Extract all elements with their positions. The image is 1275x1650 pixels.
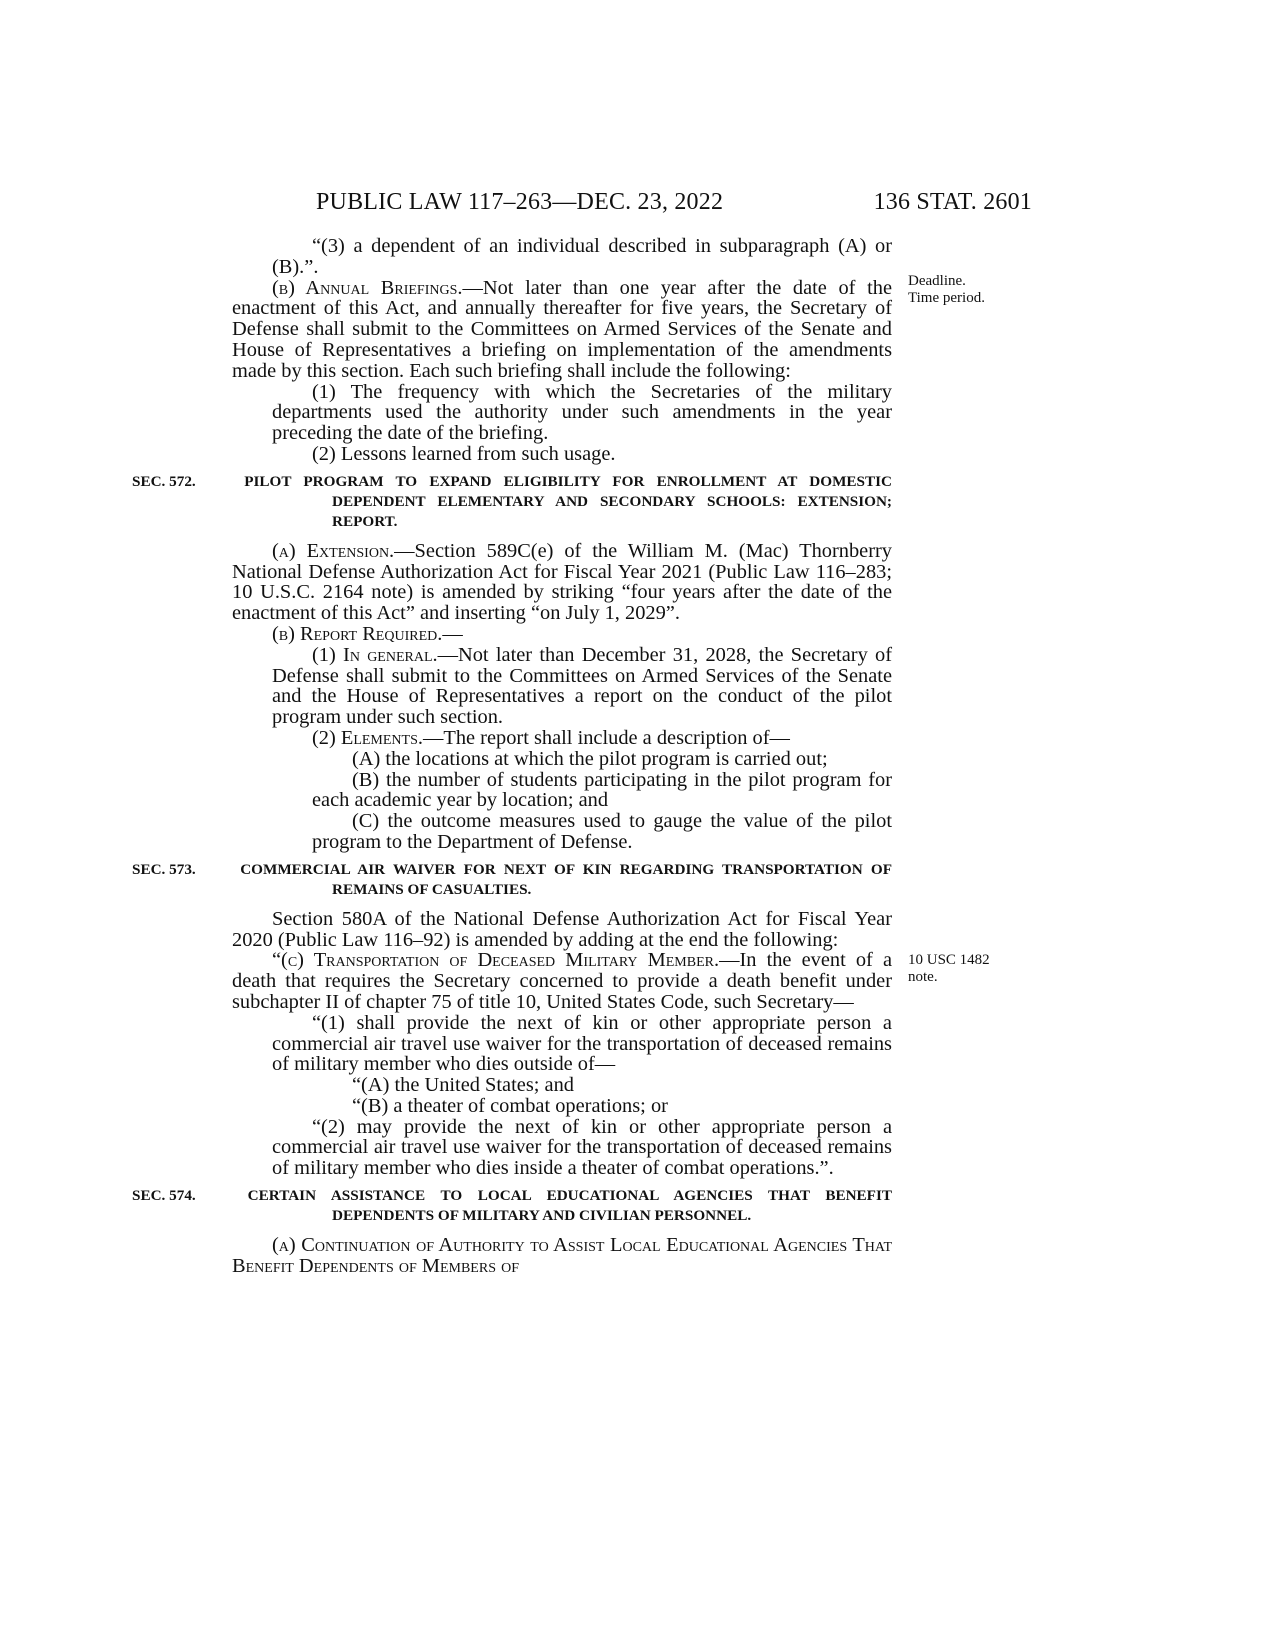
paragraph-572-b1: (1) In general.—Not later than December 31, 2028, the Secretary of Defense shall submit to the Committees on Armed Services of the Senate and the House of Representatives a report on the conduct of the pilot program under such section. xyxy=(272,643,893,729)
paragraph-573-c: “(c) Transportation of Deceased Military Member.—In the event of a death that requires the Secretary concerned to provide a death benefit under subchapter II of chapter 75 of title 10, United States Code, such Secretary— xyxy=(232,949,892,1013)
heading-in-general: (1) In general. xyxy=(312,643,438,666)
paragraph-573-1B: “(B) a theater of combat operations; or xyxy=(352,1094,668,1117)
heading-transportation-deceased: “(c) Transportation of Deceased Military Member. xyxy=(272,949,720,972)
heading-continuation-of-authority: (a) Continuation of Authority to Assist Local Educational Agencies That Benefit Dependents of Members of xyxy=(232,1234,892,1277)
paragraph-572-b2A: (A) the locations at which the pilot program is carried out; xyxy=(352,747,828,770)
paragraph-573-1: “(1) shall provide the next of kin or other appropriate person a commercial air travel use waiver for the transportation of deceased remains of military member who dies outside of— xyxy=(272,1011,892,1076)
paragraph-572-b2: (2) Elements.—The report shall include a description of— xyxy=(312,726,790,749)
paragraph-572-b: (b) Report Required.— xyxy=(272,622,463,645)
paragraph-b2: (2) Lessons learned from such usage. xyxy=(312,442,616,465)
heading-report-required: (b) Report Required. xyxy=(272,622,443,645)
paragraph-572-b2B: (B) the number of students participating in the pilot program for each academic year by location; and xyxy=(312,768,892,812)
margin-note-usc: 10 USC 1482 note. xyxy=(908,952,990,985)
document-body xyxy=(132,235,893,1277)
margin-note-deadline: Deadline. Time period. xyxy=(908,273,985,306)
paragraph-572-a: (a) Extension.—Section 589C(e) of the William M. (Mac) Thornberry National Defense Authorization Act for Fiscal Year 2021 (Public Law 116–283; 10 U.S.C. 2164 note) is amended by striking “four years after the date of the enactment of this Act” and inserting “on July 1, 2029”. xyxy=(232,539,892,625)
paragraph-572-b2C: (C) the outcome measures used to gauge the value of the pilot program to the Department of Defense. xyxy=(312,810,892,853)
section-573-heading: SEC. 573. COMMERCIAL AIR WAIVER FOR NEXT OF KIN REGARDING TRANSPORTATION OF REMAINS OF CASUALTIES. xyxy=(132,860,892,898)
section-574-heading: SEC. 574. CERTAIN ASSISTANCE TO LOCAL EDUCATIONAL AGENCIES THAT BENEFIT DEPENDENTS OF MILITARY AND CIVILIAN PERSONNEL. xyxy=(132,1187,893,1225)
paragraph-b1: (1) The frequency with which the Secretaries of the military departments used the authority under such amendments in the year preceding the date of the briefing. xyxy=(272,380,892,445)
page-title: PUBLIC LAW 117–263—DEC. 23, 2022 xyxy=(316,189,724,215)
paragraph-573-1A: “(A) the United States; and xyxy=(352,1074,574,1097)
paragraph-573-intro: Section 580A of the National Defense Authorization Act for Fiscal Year 2020 (Public Law 116–92) is amended by adding at the end the following: xyxy=(232,907,892,951)
stat-page-number: 136 STAT. 2601 xyxy=(873,189,1032,215)
heading-elements: (2) Elements. xyxy=(312,726,423,749)
paragraph-3-dependent: “(3) a dependent of an individual described in subparagraph (A) or (B).”. xyxy=(272,235,892,278)
paragraph-573-2: “(2) may provide the next of kin or other appropriate person a commercial air travel use waiver for the transportation of deceased remains of military member who dies inside a theater of combat operations.”. xyxy=(272,1115,892,1180)
paragraph-574-a xyxy=(232,1235,892,1277)
heading-annual-briefings: (b) Annual Briefings. xyxy=(272,276,463,299)
running-header xyxy=(232,182,1032,222)
paragraph-b-annual-briefings: (b) Annual Briefings.—Not later than one year after the date of the enactment of this Act, and annually thereafter for five years, the Secretary of Defense shall submit to the Committees on Armed Services of the Senate and House of Representatives a briefing on implementation of the amendments made by this section. Each such briefing shall include the following: xyxy=(232,276,892,382)
section-572-heading: SEC. 572. PILOT PROGRAM TO EXPAND ELIGIBILITY FOR ENROLLMENT AT DOMESTIC DEPENDENT ELEMENTARY AND SECONDARY SCHOOLS: EXTENSION; REPORT. xyxy=(132,472,892,530)
heading-extension: (a) Extension. xyxy=(272,539,395,562)
